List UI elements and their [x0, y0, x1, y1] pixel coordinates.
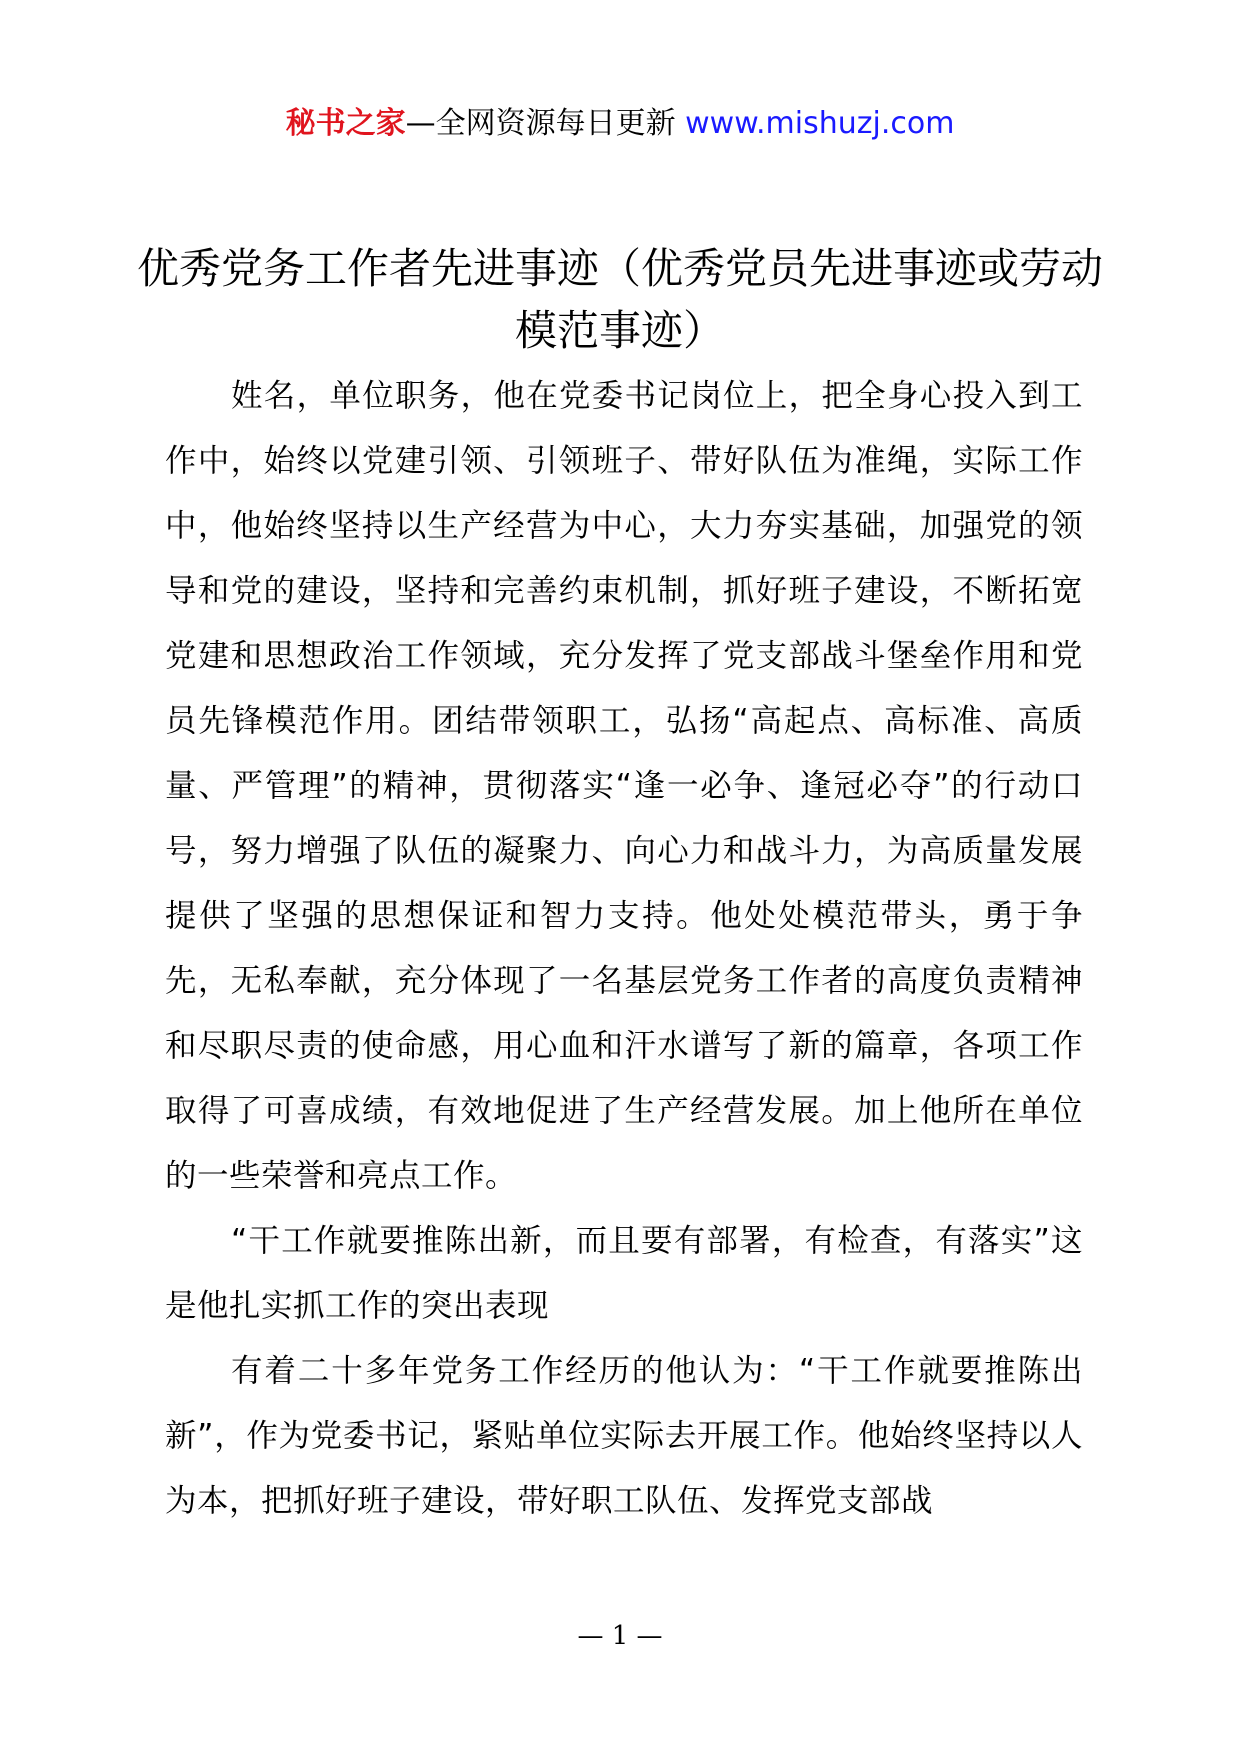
- page-number: — 1 —: [577, 1621, 663, 1651]
- paragraph-intro: 姓名，单位职务，他在党委书记岗位上，把全身心投入到工作中，始终以党建引领、引领班子、带好队伍为准绳，实际工作中，他始终坚持以生产经营为中心，大力夯实基础，加强党的领导和党的建设，坚持和完善约束机制，抓好班子建设，不断拓宽党建和思想政治工作领域，充分发挥了党支部战斗堡垒作用和党员先锋模范作用。团结带领职工，弘扬“高起点、高标准、高质量、严管理”的精神，贯彻落实“逢一必争、逢冠必夺”的行动口号，努力增强了队伍的凝聚力、向心力和战斗力，为高质量发展提供了坚强的思想保证和智力支持。他处处模范带头，勇于争先，无私奉献，充分体现了一名基层党务工作者的高度负责精神和尽职尽责的使命感，用心血和汗水谱写了新的篇章，各项工作取得了可喜成绩，有效地促进了生产经营发展。加上他所在单位的一些荣誉和亮点工作。: [165, 378, 1083, 1194]
- site-header: [0, 100, 1240, 148]
- header-slogan: —全网资源每日更新: [405, 106, 676, 141]
- paragraph-experience: 有着二十多年党务工作经历的他认为：“干工作就要推陈出新”，作为党委书记，紧贴单位实际去开展工作。他始终坚持以人为本，把抓好班子建设，带好职工队伍、发挥党支部战: [165, 1353, 1083, 1519]
- document-title: 优秀党务工作者先进事迹（优秀党员先进事迹或劳动模范事迹）: [136, 244, 1103, 355]
- paragraph-subheading: “干工作就要推陈出新，而且要有部署，有检查，有落实”这是他扎实抓工作的突出表现: [165, 1223, 1083, 1324]
- header-brand: 秘书之家: [285, 106, 406, 141]
- header-site-url[interactable]: www.mishuzj.com: [685, 106, 955, 141]
- document-body: [165, 364, 1083, 1534]
